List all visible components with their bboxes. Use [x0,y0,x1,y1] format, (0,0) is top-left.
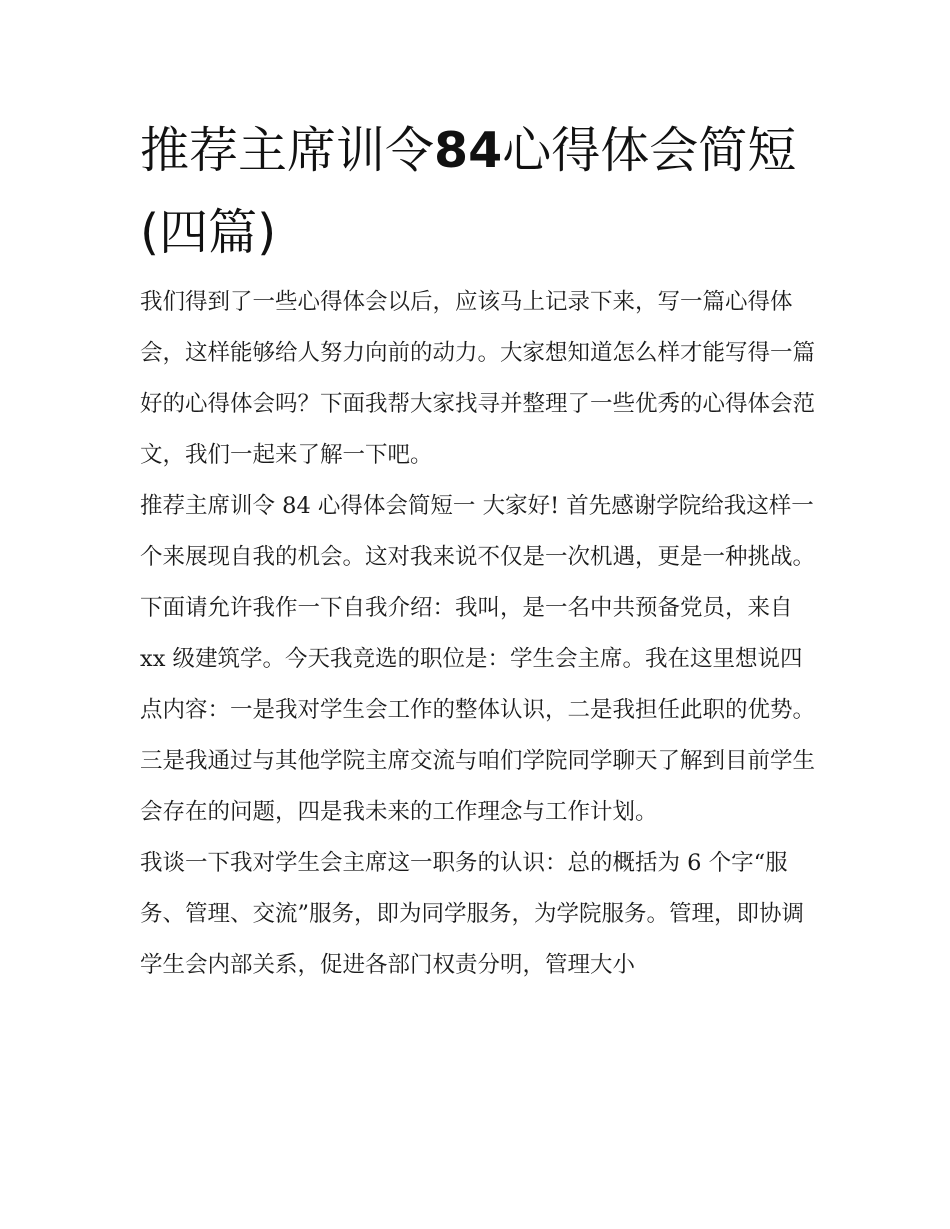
paragraph-self-introduction: 下面请允许我作一下自我介绍：我叫，是一名中共预备党员，来自 xx 级建筑学。今天我竞选的职位是：学生会主席。我在这里想说四点内容：一是我对学生会工作的整体认识，二是我担任此职的优势。三是我通过与其他学院主席交流与咱们学院同学聊天了解到目前学生会存在的问题，四是我未来的工作理念与工作计划。 [140,595,816,825]
title-number: 84 [434,122,503,179]
title-text-part1: 推荐主席训令 [140,122,435,179]
document-body [140,277,820,991]
title-text-part2: 心得体会简短(四篇) [140,122,797,261]
paragraph-greeting: 推荐主席训令 84 心得体会简短一 大家好! 首先感谢学院给我这样一个来展现自我的机会。这对我来说不仅是一次机遇，更是一种挑战。 [140,493,816,570]
document-title [140,110,830,274]
paragraph-intro: 我们得到了一些心得体会以后，应该马上记录下来，写一篇心得体会，这样能够给人努力向前的动力。大家想知道怎么样才能写得一篇好的心得体会吗？下面我帮大家找寻并整理了一些优秀的心得体会范文，我们一起来了解一下吧。 [140,289,816,468]
paragraph-role-understanding: 我谈一下我对学生会主席这一职务的认识：总的概括为 6 个字“服务、管理、交流”服务，即为同学服务，为学院服务。管理，即协调学生会内部关系，促进各部门权责分明，管理大小 [140,850,805,978]
